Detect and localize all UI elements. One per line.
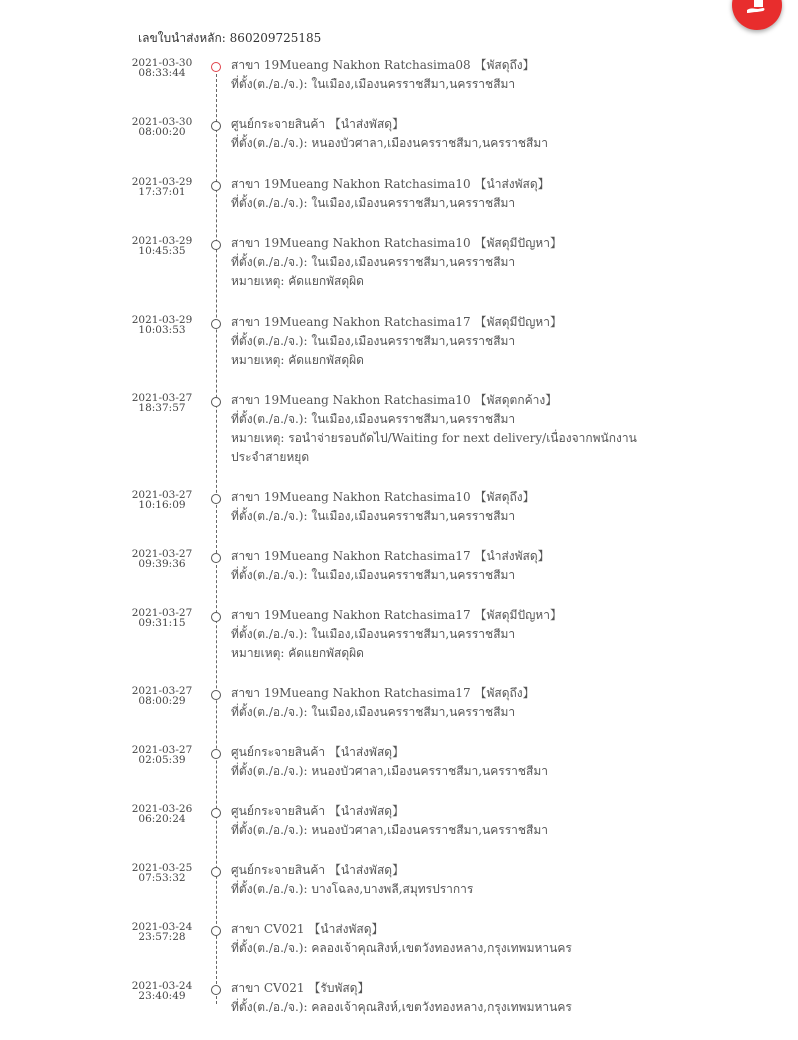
location-label: ที่ตั้ง(ต./อ./จ.):: [231, 412, 308, 426]
event-time: 08:33:44: [138, 67, 186, 79]
event-date: 2021-03-25: [131, 862, 193, 874]
timeline-dot: [211, 319, 221, 329]
location-value: ในเมือง,เมืองนครราชสีมา,นครราชสีมา: [311, 509, 516, 523]
event-location: [231, 332, 661, 351]
event-date: 2021-03-29: [131, 235, 193, 247]
event-timestamp: [128, 117, 196, 137]
event-timestamp: [128, 863, 196, 883]
location-value: คลองเจ้าคุณสิงห์,เขตวังทองหลาง,กรุงเทพมหานคร: [311, 941, 572, 955]
location-value: ในเมือง,เมืองนครราชสีมา,นครราชสีมา: [311, 77, 516, 91]
event-time: 08:00:20: [138, 126, 186, 138]
timeline-dot: [211, 62, 221, 72]
timeline-dot: [211, 867, 221, 877]
event-location: [231, 821, 661, 840]
event-timestamp: [128, 177, 196, 197]
event-location: [231, 939, 661, 958]
event-details: [231, 606, 661, 663]
location-label: ที่ตั้ง(ต./อ./จ.):: [231, 255, 308, 269]
note-value: คัดแยกพัสดุผิด: [288, 353, 364, 367]
event-title: สาขา 19Mueang Nakhon Ratchasima08 【พัสดุถึง】: [231, 58, 535, 72]
event-time: 10:45:35: [138, 245, 186, 257]
event-date: 2021-03-27: [131, 744, 193, 756]
event-timestamp: [128, 804, 196, 824]
event-time: 08:00:29: [138, 695, 186, 707]
event-timestamp: [128, 490, 196, 510]
timeline-dot: [211, 553, 221, 563]
event-details: [231, 175, 661, 213]
event-time: 17:37:01: [138, 186, 186, 198]
event-date: 2021-03-27: [131, 548, 193, 560]
timeline-dot: [211, 240, 221, 250]
event-location: [231, 410, 661, 429]
event-title: สาขา CV021 【รับพัสดุ】: [231, 981, 370, 995]
event-details: [231, 684, 661, 722]
event-title: สาขา 19Mueang Nakhon Ratchasima10 【นำส่งพัสดุ】: [231, 177, 550, 191]
location-label: ที่ตั้ง(ต./อ./จ.):: [231, 705, 308, 719]
event-time: 18:37:57: [138, 402, 186, 414]
event-timestamp: [128, 236, 196, 256]
event-details: [231, 313, 661, 370]
event-note: [231, 272, 661, 291]
event-details: [231, 391, 661, 467]
event-location: [231, 194, 661, 213]
location-value: คลองเจ้าคุณสิงห์,เขตวังทองหลาง,กรุงเทพมหานคร: [311, 1000, 572, 1014]
event-location: [231, 880, 661, 899]
location-label: ที่ตั้ง(ต./อ./จ.):: [231, 568, 308, 582]
event-time: 10:03:53: [138, 324, 186, 336]
note-value: รอนำจ่ายรอบถัดไป/Waiting for next delivery/เนื่องจากพนักงานประจำสายหยุด: [231, 431, 637, 464]
note-label: หมายเหตุ:: [231, 431, 285, 445]
location-label: ที่ตั้ง(ต./อ./จ.):: [231, 1000, 308, 1014]
event-date: 2021-03-29: [131, 314, 193, 326]
event-location: [231, 998, 661, 1017]
event-time: 10:16:09: [138, 499, 186, 511]
event-timestamp: [128, 981, 196, 1001]
event-location: [231, 75, 661, 94]
location-value: ในเมือง,เมืองนครราชสีมา,นครราชสีมา: [311, 705, 516, 719]
event-timestamp: [128, 58, 196, 78]
location-value: หนองบัวศาลา,เมืองนครราชสีมา,นครราชสีมา: [311, 764, 549, 778]
event-location: [231, 134, 661, 153]
location-label: ที่ตั้ง(ต./อ./จ.):: [231, 77, 308, 91]
event-title: ศูนย์กระจายสินค้า 【นำส่งพัสดุ】: [231, 117, 405, 131]
event-note: [231, 351, 661, 370]
event-date: 2021-03-27: [131, 489, 193, 501]
timeline-dot: [211, 121, 221, 131]
location-value: บางโฉลง,บางพลี,สมุทรปราการ: [311, 882, 474, 896]
event-timestamp: [128, 608, 196, 628]
event-timestamp: [128, 745, 196, 765]
event-timestamp: [128, 393, 196, 413]
event-timestamp: [128, 922, 196, 942]
event-timestamp: [128, 315, 196, 335]
timeline-line: [216, 74, 217, 1004]
event-title: สาขา 19Mueang Nakhon Ratchasima10 【พัสดุถึง】: [231, 490, 535, 504]
event-timestamp: [128, 686, 196, 706]
event-details: [231, 488, 661, 526]
location-value: ในเมือง,เมืองนครราชสีมา,นครราชสีมา: [311, 334, 516, 348]
event-details: [231, 234, 661, 291]
location-label: ที่ตั้ง(ต./อ./จ.):: [231, 941, 308, 955]
event-title: สาขา 19Mueang Nakhon Ratchasima17 【พัสดุถึง】: [231, 686, 535, 700]
location-value: ในเมือง,เมืองนครราชสีมา,นครราชสีมา: [311, 627, 516, 641]
event-title: สาขา CV021 【นำส่งพัสดุ】: [231, 922, 384, 936]
note-label: หมายเหตุ:: [231, 646, 285, 660]
location-label: ที่ตั้ง(ต./อ./จ.):: [231, 627, 308, 641]
event-details: [231, 115, 661, 153]
event-title: ศูนย์กระจายสินค้า 【นำส่งพัสดุ】: [231, 804, 405, 818]
event-location: [231, 625, 661, 644]
event-time: 23:40:49: [138, 990, 186, 1002]
note-value: คัดแยกพัสดุผิด: [288, 274, 364, 288]
timeline-dot: [211, 181, 221, 191]
event-time: 06:20:24: [138, 813, 186, 825]
event-title: ศูนย์กระจายสินค้า 【นำส่งพัสดุ】: [231, 863, 405, 877]
location-value: หนองบัวศาลา,เมืองนครราชสีมา,นครราชสีมา: [311, 136, 549, 150]
event-date: 2021-03-24: [131, 980, 193, 992]
timeline-dot: [211, 808, 221, 818]
event-title: ศูนย์กระจายสินค้า 【นำส่งพัสดุ】: [231, 745, 405, 759]
event-location: [231, 703, 661, 722]
location-label: ที่ตั้ง(ต./อ./จ.):: [231, 136, 308, 150]
event-location: [231, 762, 661, 781]
event-date: 2021-03-30: [131, 57, 193, 69]
event-details: [231, 547, 661, 585]
event-title: สาขา 19Mueang Nakhon Ratchasima10 【พัสดุตกค้าง】: [231, 393, 558, 407]
event-note: [231, 429, 661, 467]
location-label: ที่ตั้ง(ต./อ./จ.):: [231, 509, 308, 523]
location-label: ที่ตั้ง(ต./อ./จ.):: [231, 882, 308, 896]
location-label: ที่ตั้ง(ต./อ./จ.):: [231, 823, 308, 837]
event-time: 09:39:36: [138, 558, 186, 570]
location-value: ในเมือง,เมืองนครราชสีมา,นครราชสีมา: [311, 196, 516, 210]
event-details: [231, 861, 661, 899]
event-title: สาขา 19Mueang Nakhon Ratchasima17 【นำส่งพัสดุ】: [231, 549, 550, 563]
timeline-dot: [211, 494, 221, 504]
event-details: [231, 979, 661, 1017]
timeline-dot: [211, 926, 221, 936]
event-location: [231, 507, 661, 526]
event-details: [231, 56, 661, 94]
timeline-dot: [211, 397, 221, 407]
tracking-number-label: เลขใบนำส่งหลัก:: [138, 31, 226, 45]
tracking-number[interactable]: 860209725185: [229, 31, 322, 45]
location-label: ที่ตั้ง(ต./อ./จ.):: [231, 334, 308, 348]
timeline-dot: [211, 690, 221, 700]
note-label: หมายเหตุ:: [231, 274, 285, 288]
event-title: สาขา 19Mueang Nakhon Ratchasima17 【พัสดุมีปัญหา】: [231, 315, 562, 329]
event-details: [231, 920, 661, 958]
timeline-dot: [211, 612, 221, 622]
location-label: ที่ตั้ง(ต./อ./จ.):: [231, 196, 308, 210]
event-date: 2021-03-26: [131, 803, 193, 815]
event-date: 2021-03-27: [131, 685, 193, 697]
event-title: สาขา 19Mueang Nakhon Ratchasima17 【พัสดุมีปัญหา】: [231, 608, 562, 622]
timeline-dot: [211, 749, 221, 759]
event-time: 23:57:28: [138, 931, 186, 943]
timeline-dot: [211, 985, 221, 995]
event-note: [231, 644, 661, 663]
event-date: 2021-03-24: [131, 921, 193, 933]
location-label: ที่ตั้ง(ต./อ./จ.):: [231, 764, 308, 778]
event-date: 2021-03-27: [131, 607, 193, 619]
event-date: 2021-03-29: [131, 176, 193, 188]
event-title: สาขา 19Mueang Nakhon Ratchasima10 【พัสดุมีปัญหา】: [231, 236, 562, 250]
location-value: ในเมือง,เมืองนครราชสีมา,นครราชสีมา: [311, 255, 516, 269]
location-value: ในเมือง,เมืองนครราชสีมา,นครราชสีมา: [311, 412, 516, 426]
note-label: หมายเหตุ:: [231, 353, 285, 367]
event-location: [231, 566, 661, 585]
event-timestamp: [128, 549, 196, 569]
event-time: 07:53:32: [138, 872, 186, 884]
event-time: 09:31:15: [138, 617, 186, 629]
event-location: [231, 253, 661, 272]
note-value: คัดแยกพัสดุผิด: [288, 646, 364, 660]
location-value: หนองบัวศาลา,เมืองนครราชสีมา,นครราชสีมา: [311, 823, 549, 837]
event-time: 02:05:39: [138, 754, 186, 766]
event-date: 2021-03-30: [131, 116, 193, 128]
location-value: ในเมือง,เมืองนครราชสีมา,นครราชสีมา: [311, 568, 516, 582]
event-date: 2021-03-27: [131, 392, 193, 404]
event-details: [231, 743, 661, 781]
event-details: [231, 802, 661, 840]
